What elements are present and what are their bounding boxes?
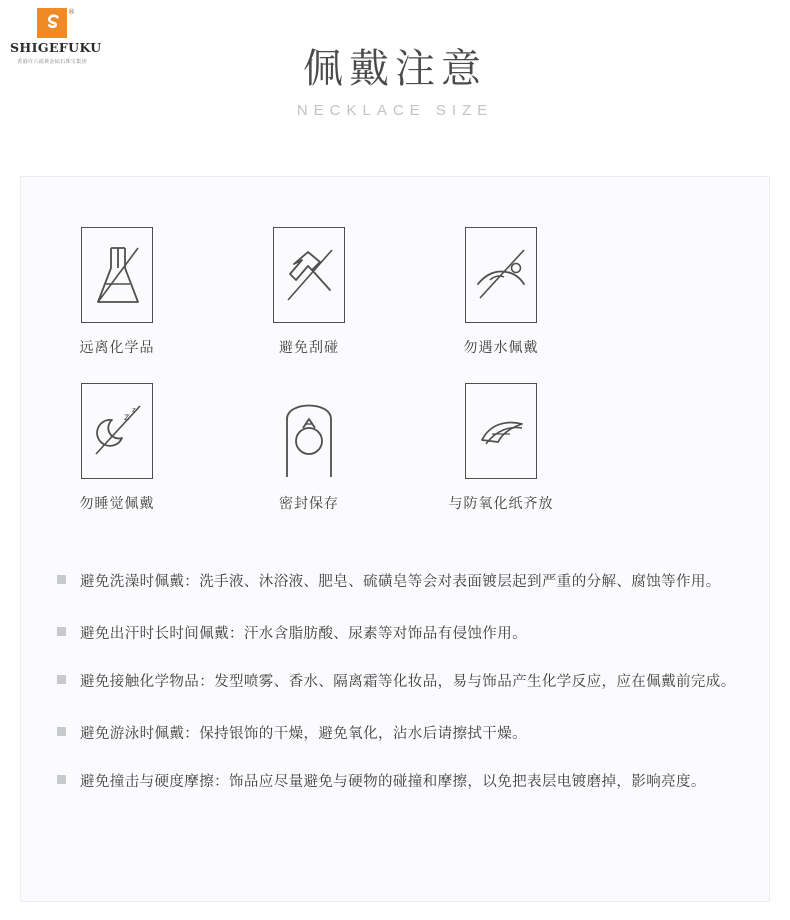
care-item (405, 383, 597, 513)
care-item-label: 勿遇水佩戴 (463, 340, 539, 356)
s-monogram-logo (37, 8, 75, 38)
note-text: 避免游泳时佩戴：保持银饰的干燥，避免氧化，沾水后请擦拭干燥。 (80, 726, 527, 742)
bullet-icon (57, 627, 66, 636)
care-item-label: 避免刮碰 (279, 340, 339, 356)
list-item (57, 721, 747, 747)
list-item (57, 621, 747, 647)
care-notes-list (57, 569, 747, 817)
note-text: 避免撞击与硬度摩擦：饰品应尽量避免与硬物的碰撞和摩擦，以免把表层电镀磨掉，影响亮度。 (80, 774, 706, 790)
bullet-icon (57, 727, 66, 736)
care-instructions-panel (20, 176, 770, 902)
care-item (21, 383, 213, 513)
page-title: 佩戴注意 (303, 46, 487, 92)
care-item (405, 227, 597, 357)
sealed-bag-ring-icon (273, 383, 345, 479)
anti-oxidation-paper-icon (465, 383, 537, 479)
list-item (57, 669, 747, 695)
chemical-flask-icon (81, 227, 153, 323)
care-item-label: 勿睡觉佩戴 (79, 496, 155, 512)
list-item (57, 569, 747, 595)
list-item (57, 769, 747, 795)
care-item-label: 密封保存 (279, 496, 339, 512)
care-item (21, 227, 213, 357)
note-text: 避免洗澡时佩戴：洗手液、沐浴液、肥皂、硫磺皂等会对表面镀层起到严重的分解、腐蚀等作用。 (80, 574, 721, 590)
care-item-label: 与防氧化纸齐放 (448, 496, 554, 512)
note-text: 避免接触化学物品：发型喷雾、香水、隔离霜等化妆品，易与饰品产生化学反应，应在佩戴前完成。 (80, 674, 736, 690)
sleep-moon-icon (81, 383, 153, 479)
hammer-scratch-icon (273, 227, 345, 323)
brand-tagline: 香港许六福黄金钻石珠宝集团 (17, 59, 87, 65)
brand-logo (10, 8, 102, 65)
care-icon-grid (21, 227, 771, 539)
care-item (213, 227, 405, 357)
care-item-label: 远离化学品 (79, 340, 155, 356)
svg-text:z: z (132, 406, 136, 414)
page-header (0, 0, 790, 119)
bullet-icon (57, 575, 66, 584)
note-text: 避免出汗时长时间佩戴：汗水含脂肪酸、尿素等对饰品有侵蚀作用。 (80, 626, 527, 642)
svg-text:z: z (124, 412, 130, 423)
bullet-icon (57, 775, 66, 784)
brand-name: SHIGEFUKU (10, 40, 102, 55)
page-subtitle: NECKLACE SIZE (296, 102, 494, 119)
registered-mark: ® (68, 8, 75, 16)
bullet-icon (57, 675, 66, 684)
care-item (213, 383, 405, 513)
no-water-hand-icon (465, 227, 537, 323)
